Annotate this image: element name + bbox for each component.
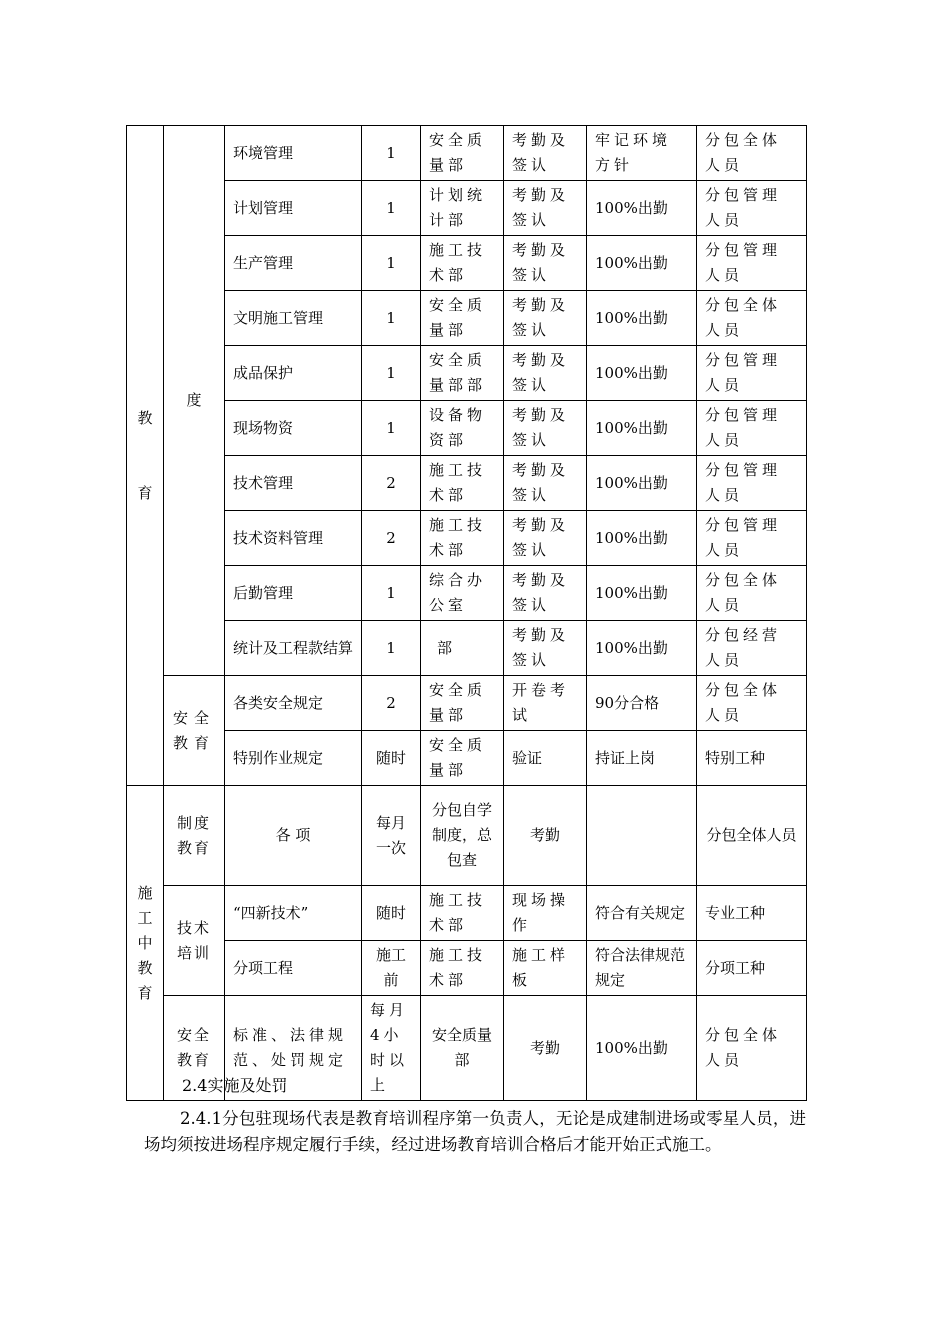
cell-dept: 安全质量部 [421,126,504,181]
cell-method: 考勤及签认 [504,401,587,456]
cell-item: 各 项 [225,786,362,886]
cell-requirement: 100%出勤 [587,511,697,566]
cell-times: 随时 [362,886,421,941]
section-paragraph: 2.4.1分包驻现场代表是教育培训程序第一负责人，无论是成建制进场或零星人员，进场均须按进场程序规定履行手续，经过进场教育培训合格后才能开始正式施工。 [144,1109,806,1154]
cell-method: 考勤及签认 [504,566,587,621]
subgroup-label-system-edu: 制度教育 [164,786,225,886]
cell-dept: 施工技术部 [421,456,504,511]
cell-item: 环境管理 [225,126,362,181]
cell-requirement: 100%出勤 [587,621,697,676]
cell-dept: 安全质量部 [421,996,504,1101]
cell-requirement: 符合法律规范规定 [587,941,697,996]
cell-target: 专业工种 [697,886,807,941]
cell-method: 考勤及签认 [504,291,587,346]
cell-target: 分包管理人员 [697,511,807,566]
cell-target: 分包全体人员 [697,566,807,621]
cell-item: 技术资料管理 [225,511,362,566]
cell-requirement: 100%出勤 [587,401,697,456]
cell-target: 分包管理人员 [697,236,807,291]
group-label-education: 教 育 [127,126,164,786]
cell-times: 随时 [362,731,421,786]
cell-requirement: 牢记环境方针 [587,126,697,181]
cell-item: 特别作业规定 [225,731,362,786]
cell-method: 考勤 [504,786,587,886]
cell-item: 成品保护 [225,346,362,401]
subgroup-label-safety-edu: 安全教育 [164,996,225,1101]
cell-times: 2 [362,511,421,566]
cell-item: 分项工程 [225,941,362,996]
cell-times: 每月4小时以上 [362,996,421,1101]
cell-times: 1 [362,236,421,291]
cell-target: 分包全体人员 [697,676,807,731]
cell-target: 分包全体人员 [697,126,807,181]
cell-method: 考勤及签认 [504,346,587,401]
cell-times: 2 [362,676,421,731]
cell-times: 1 [362,401,421,456]
cell-dept: 施工技术部 [421,236,504,291]
cell-item: 生产管理 [225,236,362,291]
cell-item: 标准、法律规范、处罚规定 [225,996,362,1101]
cell-dept: 施工技术部 [421,511,504,566]
cell-item: 现场物资 [225,401,362,456]
section-heading: 2.4实施及处罚 [182,1076,288,1095]
cell-method: 考勤及签认 [504,236,587,291]
cell-method: 考勤 [504,996,587,1101]
cell-dept: 部 [421,621,504,676]
cell-requirement: 100%出勤 [587,181,697,236]
cell-times: 1 [362,291,421,346]
cell-target: 分项工种 [697,941,807,996]
subgroup-label-safety: 安全教育 [164,676,225,786]
cell-method: 考勤及签认 [504,456,587,511]
cell-item: 技术管理 [225,456,362,511]
cell-item: 计划管理 [225,181,362,236]
subgroup-label-tech-training: 技术培训 [164,886,225,996]
cell-item: 文明施工管理 [225,291,362,346]
education-table [126,125,807,1101]
cell-dept: 安全质量部 [421,676,504,731]
cell-times: 施工前 [362,941,421,996]
cell-method: 考勤及签认 [504,181,587,236]
cell-target: 分包全体人员 [697,996,807,1101]
cell-target: 分包全体人员 [697,291,807,346]
cell-dept: 安全质量部 [421,291,504,346]
cell-requirement: 90分合格 [587,676,697,731]
cell-requirement: 100%出勤 [587,346,697,401]
cell-method: 考勤及签认 [504,511,587,566]
cell-method: 考勤及签认 [504,126,587,181]
cell-method: 考勤及签认 [504,621,587,676]
cell-times: 1 [362,181,421,236]
cell-dept: 计划统计部 [421,181,504,236]
cell-method: 开卷考试 [504,676,587,731]
cell-dept: 分包自学制度，总包查 [421,786,504,886]
cell-times: 2 [362,456,421,511]
cell-times: 每月一次 [362,786,421,886]
cell-target: 分包管理人员 [697,456,807,511]
cell-dept: 施工技术部 [421,941,504,996]
cell-requirement: 100%出勤 [587,566,697,621]
cell-times: 1 [362,346,421,401]
cell-item: 各类安全规定 [225,676,362,731]
cell-target: 特别工种 [697,731,807,786]
group-label-construction: 施工中教育 [127,786,164,1101]
cell-requirement [587,786,697,886]
cell-method: 现场操作 [504,886,587,941]
cell-requirement: 100%出勤 [587,996,697,1101]
cell-dept: 设备物资部 [421,401,504,456]
cell-target: 分包管理人员 [697,346,807,401]
cell-times: 1 [362,126,421,181]
cell-requirement: 符合有关规定 [587,886,697,941]
cell-dept: 安全质量部 [421,731,504,786]
cell-method: 施工样板 [504,941,587,996]
cell-dept: 综合办公室 [421,566,504,621]
cell-target: 分包管理人员 [697,181,807,236]
cell-requirement: 100%出勤 [587,291,697,346]
cell-target: 分包管理人员 [697,401,807,456]
cell-method: 验证 [504,731,587,786]
cell-times: 1 [362,621,421,676]
cell-target: 分包经营人员 [697,621,807,676]
cell-requirement: 100%出勤 [587,236,697,291]
cell-dept: 施工技术部 [421,886,504,941]
subgroup-label-system: 度 [164,126,225,676]
cell-item: 统计及工程款结算 [225,621,362,676]
cell-requirement: 持证上岗 [587,731,697,786]
cell-target: 分包全体人员 [697,786,807,886]
cell-dept: 安全质量部部 [421,346,504,401]
cell-item: “四新技术” [225,886,362,941]
cell-requirement: 100%出勤 [587,456,697,511]
cell-times: 1 [362,566,421,621]
cell-item: 后勤管理 [225,566,362,621]
